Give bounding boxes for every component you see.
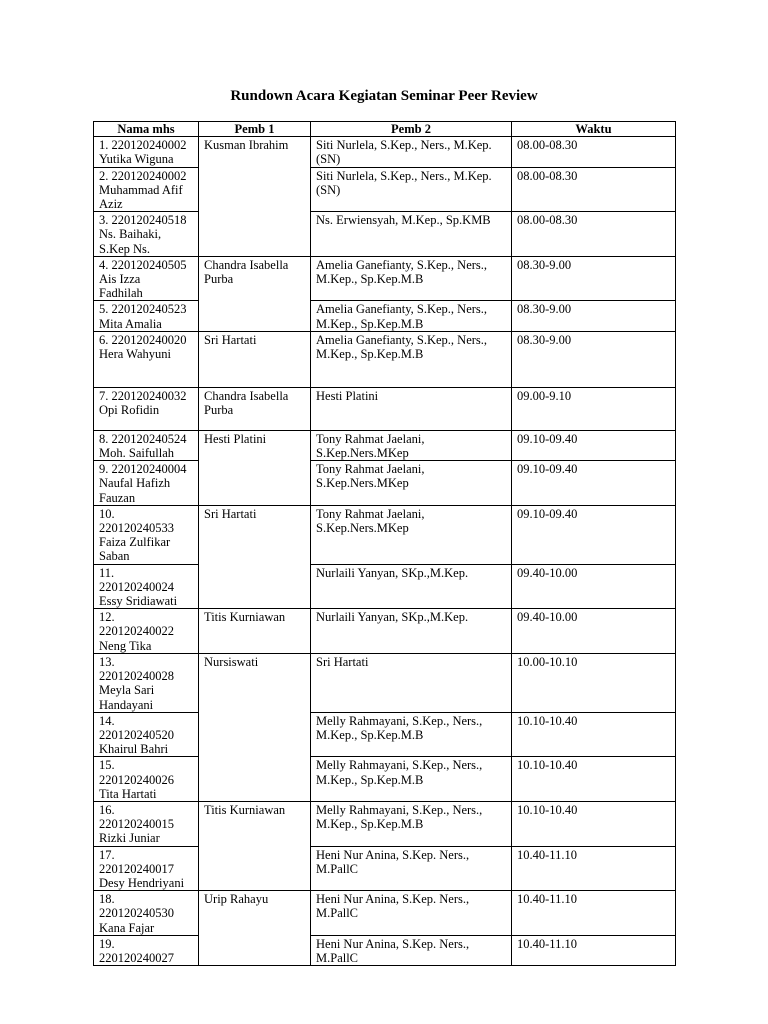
cell-line: 3. 220120240518 bbox=[99, 213, 187, 228]
cell-pemb-2 bbox=[311, 301, 512, 331]
cell-pemb-1 bbox=[199, 505, 311, 608]
cell-pemb-2 bbox=[311, 505, 512, 564]
cell-line: 8. 220120240524 bbox=[99, 431, 187, 446]
cell-line: S.Kep.Ners.MKep bbox=[316, 446, 409, 461]
cell-pemb-2 bbox=[311, 331, 512, 387]
cell-pemb-1 bbox=[199, 801, 311, 890]
cell-nama-mhs bbox=[94, 461, 199, 506]
cell-pemb-2 bbox=[311, 757, 512, 802]
cell-line: 10. bbox=[99, 506, 115, 521]
table-row bbox=[94, 387, 676, 430]
cell-line: 220120240530 bbox=[99, 906, 174, 921]
cell-line: Ns. Baihaki, bbox=[99, 227, 162, 242]
cell-line: Chandra Isabella bbox=[204, 388, 289, 403]
cell-line: Ais Izza bbox=[99, 272, 141, 287]
cell-line: Handayani bbox=[99, 697, 154, 712]
cell-line: S.Kep.Ners.MKep bbox=[316, 521, 409, 536]
cell-waktu: 09.40-10.00 bbox=[512, 609, 676, 654]
cell-line: Faiza Zulfikar bbox=[99, 535, 171, 550]
cell-line: Siti Nurlela, S.Kep., Ners., M.Kep. bbox=[316, 138, 492, 153]
cell-nama-mhs bbox=[94, 846, 199, 891]
cell-pemb-1 bbox=[199, 609, 311, 654]
cell-line: Purba bbox=[204, 272, 234, 287]
cell-waktu: 09.00-9.10 bbox=[512, 387, 676, 430]
cell-waktu: 08.00-08.30 bbox=[512, 167, 676, 212]
cell-line: Tony Rahmat Jaelani, bbox=[316, 506, 425, 521]
cell-line: 13. bbox=[99, 654, 115, 669]
cell-line: Rizki Juniar bbox=[99, 831, 160, 846]
cell-pemb-2 bbox=[311, 801, 512, 846]
table-row bbox=[94, 331, 676, 387]
cell-nama-mhs bbox=[94, 387, 199, 430]
cell-line: Fadhilah bbox=[99, 286, 143, 301]
cell-line: Titis Kurniawan bbox=[204, 802, 286, 817]
cell-line: Opi Rofidin bbox=[99, 403, 160, 418]
cell-pemb-2 bbox=[311, 935, 512, 965]
cell-line: Mita Amalia bbox=[99, 316, 162, 331]
header-waktu: Waktu bbox=[512, 122, 676, 137]
cell-waktu: 10.10-10.40 bbox=[512, 801, 676, 846]
cell-line: Amelia Ganefianty, S.Kep., Ners., bbox=[316, 302, 488, 317]
cell-pemb-2 bbox=[311, 564, 512, 609]
cell-line: 220120240027 bbox=[99, 950, 174, 965]
cell-line: Nurlaili Yanyan, SKp.,M.Kep. bbox=[316, 610, 469, 625]
cell-line: Kusman Ibrahim bbox=[204, 138, 289, 153]
cell-line: M.Kep., Sp.Kep.M.B bbox=[316, 772, 424, 787]
cell-pemb-1 bbox=[199, 256, 311, 331]
cell-pemb-2 bbox=[311, 430, 512, 460]
cell-waktu: 10.40-11.10 bbox=[512, 891, 676, 936]
cell-pemb-2 bbox=[311, 461, 512, 506]
cell-waktu: 08.30-9.00 bbox=[512, 256, 676, 301]
cell-line: 1. 220120240002 bbox=[99, 138, 187, 153]
cell-pemb-1 bbox=[199, 430, 311, 505]
table-row bbox=[94, 212, 676, 257]
cell-line: Naufal Hafizh bbox=[99, 476, 171, 491]
cell-line: M.Kep., Sp.Kep.M.B bbox=[316, 727, 424, 742]
cell-line: Hesti Platini bbox=[204, 431, 267, 446]
cell-line: Tita Hartati bbox=[99, 786, 157, 801]
cell-line: Amelia Ganefianty, S.Kep., Ners., bbox=[316, 257, 488, 272]
cell-line: Saban bbox=[99, 549, 130, 564]
cell-nama-mhs bbox=[94, 167, 199, 212]
cell-line: Sri Hartati bbox=[316, 654, 369, 669]
cell-nama-mhs bbox=[94, 712, 199, 757]
cell-pemb-2 bbox=[311, 846, 512, 891]
cell-line: Titis Kurniawan bbox=[204, 610, 286, 625]
cell-line: M.Kep., Sp.Kep.M.B bbox=[316, 272, 424, 287]
cell-pemb-1 bbox=[199, 137, 311, 257]
table-row bbox=[94, 846, 676, 891]
cell-line: Melly Rahmayani, S.Kep., Ners., bbox=[316, 802, 483, 817]
cell-line: Meyla Sari bbox=[99, 683, 155, 698]
cell-line: 11. bbox=[99, 565, 115, 580]
cell-nama-mhs bbox=[94, 891, 199, 936]
cell-nama-mhs bbox=[94, 301, 199, 331]
cell-line: Sri Hartati bbox=[204, 506, 257, 521]
cell-line: 220120240028 bbox=[99, 669, 174, 684]
table-row bbox=[94, 256, 676, 301]
cell-line: Heni Nur Anina, S.Kep. Ners., bbox=[316, 847, 470, 862]
table-row bbox=[94, 167, 676, 212]
rundown-table bbox=[93, 121, 676, 966]
cell-line: 220120240533 bbox=[99, 521, 174, 536]
cell-line: 5. 220120240523 bbox=[99, 302, 187, 317]
cell-line: 220120240022 bbox=[99, 624, 174, 639]
table-row bbox=[94, 564, 676, 609]
header-row bbox=[94, 122, 676, 137]
cell-line: 14. bbox=[99, 713, 115, 728]
cell-line: Amelia Ganefianty, S.Kep., Ners., bbox=[316, 332, 488, 347]
cell-waktu: 10.10-10.40 bbox=[512, 712, 676, 757]
cell-line: Kana Fajar bbox=[99, 920, 155, 935]
cell-pemb-2 bbox=[311, 387, 512, 430]
cell-nama-mhs bbox=[94, 505, 199, 564]
cell-line: (SN) bbox=[316, 182, 341, 197]
cell-waktu: 10.10-10.40 bbox=[512, 757, 676, 802]
cell-line: Ns. Erwiensyah, M.Kep., Sp.KMB bbox=[316, 213, 491, 228]
cell-pemb-1 bbox=[199, 387, 311, 430]
table-row bbox=[94, 712, 676, 757]
table-row bbox=[94, 653, 676, 712]
cell-pemb-1 bbox=[199, 653, 311, 801]
cell-nama-mhs bbox=[94, 331, 199, 387]
table-row bbox=[94, 891, 676, 936]
cell-line: 15. bbox=[99, 758, 115, 773]
cell-waktu: 10.00-10.10 bbox=[512, 653, 676, 712]
cell-line: M.Kep., Sp.Kep.M.B bbox=[316, 817, 424, 832]
table-row bbox=[94, 137, 676, 167]
cell-pemb-2 bbox=[311, 137, 512, 167]
cell-line: Fauzan bbox=[99, 490, 136, 505]
cell-line: Yutika Wiguna bbox=[99, 152, 174, 167]
cell-line: 12. bbox=[99, 610, 115, 625]
cell-pemb-2 bbox=[311, 891, 512, 936]
cell-pemb-1 bbox=[199, 891, 311, 966]
cell-line: Essy Sridiawati bbox=[99, 594, 178, 609]
cell-nama-mhs bbox=[94, 430, 199, 460]
cell-pemb-2 bbox=[311, 712, 512, 757]
cell-line: Nurlaili Yanyan, SKp.,M.Kep. bbox=[316, 565, 469, 580]
cell-waktu: 09.40-10.00 bbox=[512, 564, 676, 609]
cell-nama-mhs bbox=[94, 212, 199, 257]
cell-nama-mhs bbox=[94, 137, 199, 167]
cell-line: Purba bbox=[204, 403, 234, 418]
cell-line: Sri Hartati bbox=[204, 332, 257, 347]
cell-line: S.Kep Ns. bbox=[99, 241, 151, 256]
cell-line: Hesti Platini bbox=[316, 388, 379, 403]
cell-line: M.Kep., Sp.Kep.M.B bbox=[316, 347, 424, 362]
header-nama-mhs: Nama mhs bbox=[94, 122, 199, 137]
table-row bbox=[94, 801, 676, 846]
cell-line: 220120240024 bbox=[99, 579, 174, 594]
cell-line: Muhammad Afif bbox=[99, 182, 183, 197]
cell-line: (SN) bbox=[316, 152, 341, 167]
cell-line: 6. 220120240020 bbox=[99, 332, 187, 347]
cell-line: 220120240520 bbox=[99, 727, 174, 742]
table-row bbox=[94, 301, 676, 331]
cell-nama-mhs bbox=[94, 935, 199, 965]
cell-pemb-2 bbox=[311, 609, 512, 654]
cell-pemb-2 bbox=[311, 256, 512, 301]
cell-line: 220120240026 bbox=[99, 772, 174, 787]
cell-line: 17. bbox=[99, 847, 115, 862]
cell-line: Siti Nurlela, S.Kep., Ners., M.Kep. bbox=[316, 168, 492, 183]
cell-line: M.PallC bbox=[316, 950, 359, 965]
cell-waktu: 08.30-9.00 bbox=[512, 331, 676, 387]
cell-line: Chandra Isabella bbox=[204, 257, 289, 272]
cell-pemb-2 bbox=[311, 212, 512, 257]
cell-pemb-2 bbox=[311, 167, 512, 212]
cell-line: Tony Rahmat Jaelani, bbox=[316, 462, 425, 477]
cell-line: M.Kep., Sp.Kep.M.B bbox=[316, 316, 424, 331]
cell-nama-mhs bbox=[94, 256, 199, 301]
cell-nama-mhs bbox=[94, 801, 199, 846]
cell-line: Tony Rahmat Jaelani, bbox=[316, 431, 425, 446]
cell-line: Khairul Bahri bbox=[99, 742, 169, 757]
cell-waktu: 10.40-11.10 bbox=[512, 935, 676, 965]
cell-nama-mhs bbox=[94, 564, 199, 609]
table-header bbox=[94, 122, 676, 137]
cell-line: Heni Nur Anina, S.Kep. Ners., bbox=[316, 892, 470, 907]
cell-line: 9. 220120240004 bbox=[99, 462, 187, 477]
table-row bbox=[94, 757, 676, 802]
cell-waktu: 08.00-08.30 bbox=[512, 137, 676, 167]
cell-nama-mhs bbox=[94, 609, 199, 654]
cell-nama-mhs bbox=[94, 757, 199, 802]
cell-pemb-2 bbox=[311, 653, 512, 712]
cell-line: 220120240017 bbox=[99, 861, 174, 876]
header-pemb-1: Pemb 1 bbox=[199, 122, 311, 137]
cell-waktu: 10.40-11.10 bbox=[512, 846, 676, 891]
header-pemb-2: Pemb 2 bbox=[311, 122, 512, 137]
cell-line: 19. bbox=[99, 936, 115, 951]
cell-line: Nursiswati bbox=[204, 654, 259, 669]
cell-waktu: 09.10-09.40 bbox=[512, 430, 676, 460]
document-title: Rundown Acara Kegiatan Seminar Peer Review bbox=[230, 88, 538, 104]
cell-line: 2. 220120240002 bbox=[99, 168, 187, 183]
table-row bbox=[94, 505, 676, 564]
cell-line: 220120240015 bbox=[99, 817, 174, 832]
cell-line: 18. bbox=[99, 892, 115, 907]
table-row bbox=[94, 609, 676, 654]
cell-line: Aziz bbox=[99, 197, 123, 212]
table-row bbox=[94, 430, 676, 460]
cell-nama-mhs bbox=[94, 653, 199, 712]
cell-pemb-1 bbox=[199, 331, 311, 387]
cell-line: M.PallC bbox=[316, 906, 359, 921]
cell-line: Desy Hendriyani bbox=[99, 875, 185, 890]
cell-line: Urip Rahayu bbox=[204, 892, 269, 907]
cell-line: 7. 220120240032 bbox=[99, 388, 187, 403]
cell-line: Neng Tika bbox=[99, 638, 152, 653]
cell-line: M.PallC bbox=[316, 861, 359, 876]
cell-line: Hera Wahyuni bbox=[99, 347, 172, 362]
table-row bbox=[94, 935, 676, 965]
cell-line: Melly Rahmayani, S.Kep., Ners., bbox=[316, 758, 483, 773]
cell-line: Heni Nur Anina, S.Kep. Ners., bbox=[316, 936, 470, 951]
cell-line: 16. bbox=[99, 802, 115, 817]
cell-line: Moh. Saifullah bbox=[99, 446, 174, 461]
cell-waktu: 08.00-08.30 bbox=[512, 212, 676, 257]
cell-line: 4. 220120240505 bbox=[99, 257, 187, 272]
table-body bbox=[94, 137, 676, 966]
cell-waktu: 09.10-09.40 bbox=[512, 505, 676, 564]
cell-line: S.Kep.Ners.MKep bbox=[316, 476, 409, 491]
cell-waktu: 09.10-09.40 bbox=[512, 461, 676, 506]
cell-waktu: 08.30-9.00 bbox=[512, 301, 676, 331]
cell-line: Melly Rahmayani, S.Kep., Ners., bbox=[316, 713, 483, 728]
table-row bbox=[94, 461, 676, 506]
